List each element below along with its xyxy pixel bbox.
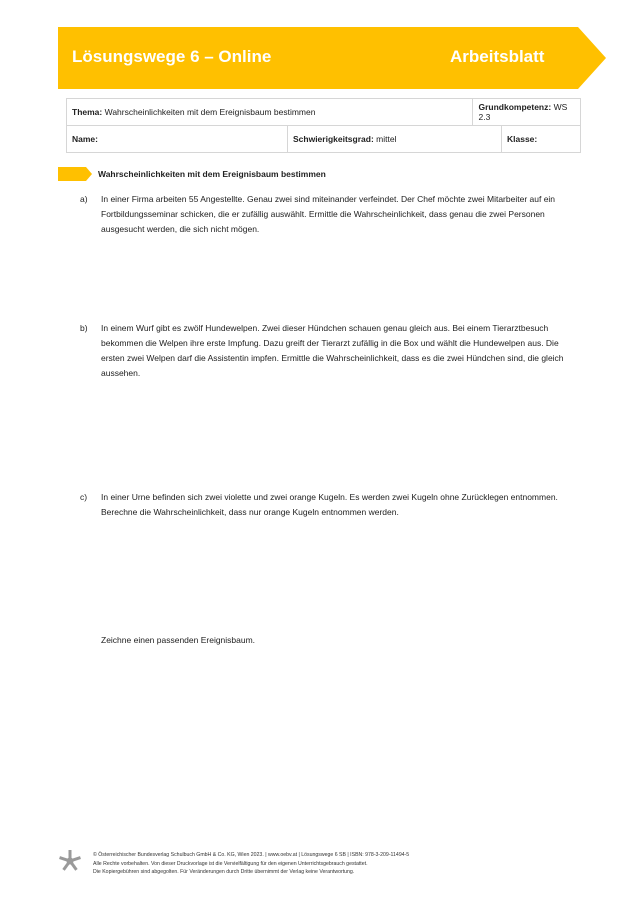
task-letter: a) [80,194,88,204]
schwierigkeit-cell [288,126,502,153]
schwierigkeit-label: Schwierigkeitsgrad: [293,134,374,144]
task-text: In einer Urne befinden sich zwei violette und zwei orange Kugeln. Es werden zwei Kugeln ohne Zurücklegen entnommen. Berechne die Wahrscheinlichkeit, dass nur orange Kugeln entnommen werden. [101,492,558,517]
section-arrow-shape [58,167,92,181]
task-text: In einer Firma arbeiten 55 Angestellte. Genau zwei sind miteinander verfeindet. Der Chef möchte zwei Mitarbeiter auf ein Fortbildungsseminar schicken, die er zufällig auswählt. Ermittle die Wahrscheinlichkeit, dass genau die zwei Personen ausgesucht werden, die sich nicht mögen. [101,194,556,234]
footer-line: Alle Rechte vorbehalten. Von dieser Druckvorlage ist die Vervielfältigung für den eigenen Unterrichtsgebrauch gestattet. [93,860,368,867]
thema-value: Wahrscheinlichkeiten mit dem Ereignisbaum bestimmen [104,107,316,117]
footer-line: Die Kopiergebühren sind abgegolten. Für Veränderungen durch Dritte übernimmt der Verlag keine Verantwortung. [93,869,355,875]
name-cell [67,126,288,153]
task-c [80,490,580,524]
footer-line: © Österreichischer Bundesverlag Schulbuch GmbH & Co. KG, Wien 2023. | www.oebv.at | Lösungswege 6 SB | ISBN: 978-3-209-11494-5 [93,852,410,858]
info-table [66,98,581,153]
thema-cell [67,99,473,126]
task-letter: c) [80,492,88,502]
section-title: Wahrscheinlichkeiten mit dem Ereignisbaum bestimmen [98,169,326,179]
name-label: Name: [72,134,98,144]
task-c-hint: Zeichne einen passenden Ereignisbaum. [101,635,256,645]
schwierigkeit-value: mittel [376,134,397,144]
task-letter: b) [80,323,88,333]
oebv-logo-icon [58,849,82,873]
footer-copyright [93,851,563,877]
task-text: In einem Wurf gibt es zwölf Hundewelpen. Zwei dieser Hündchen schauen genau gleich aus. Bei einem Tierarztbesuch bekommen die Welpen ihre erste Impfung. Dazu greift der Tierarzt zufällig in die Box und wählt die Hundewelpen aus. Die ersten zwei Welpen darf die Assistentin impfen. Ermittle die Wahrscheinlichkeit, dass es die zwei Hündchen sind, die gleich aussehen. [101,323,564,378]
task-b [80,321,580,383]
kompetenz-label: Grundkompetenz: [478,102,552,112]
kompetenz-cell [473,99,581,126]
banner-title: Lösungswege 6 – Online [72,47,272,66]
klasse-cell [502,126,581,153]
thema-label: Thema: [72,107,103,117]
banner-doc-type: Arbeitsblatt [450,47,545,66]
task-a [80,192,580,240]
header-banner [58,27,606,89]
klasse-label: Klasse: [507,134,538,144]
kompetenz-value: WS 2.3 [478,102,568,122]
